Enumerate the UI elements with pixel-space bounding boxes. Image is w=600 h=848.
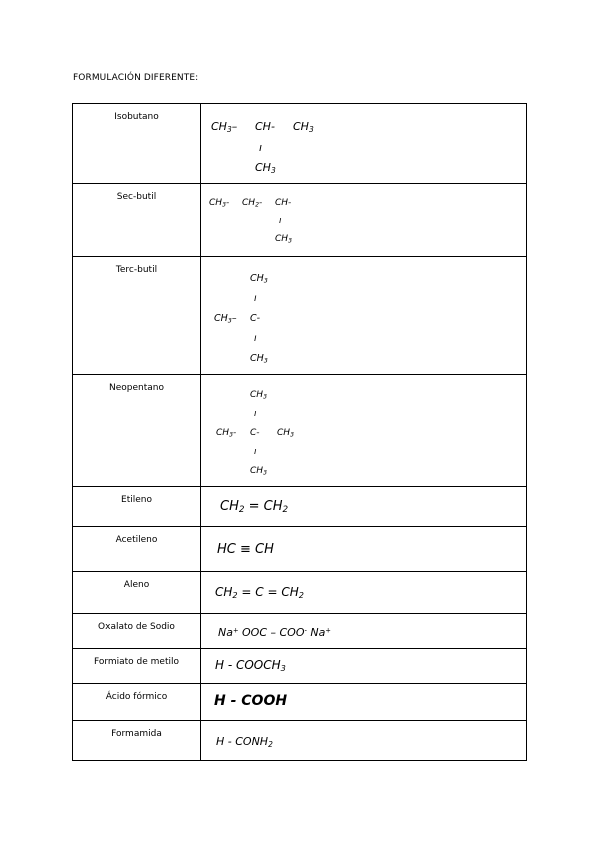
formula-text: CH: [250, 273, 264, 284]
bond-line: ı: [254, 293, 257, 304]
formula-subscript: 3: [308, 124, 314, 134]
formula-group: [211, 120, 237, 133]
formula-text: -: [232, 428, 237, 438]
formula-text: CH: [209, 198, 223, 208]
formula-subscript: 2: [282, 505, 289, 516]
formula-group: [293, 120, 314, 133]
formula-text: –: [231, 120, 238, 133]
compound-name: Sec-butil: [73, 184, 201, 257]
table-row: [73, 572, 527, 614]
compound-name: Formamida: [73, 721, 201, 761]
structural-formula: [201, 104, 527, 184]
table-row: [73, 614, 527, 649]
formula-group: [275, 234, 292, 244]
formula-subscript: 2: [298, 590, 304, 601]
formulas-table: [72, 103, 527, 761]
structural-formula: [201, 527, 527, 572]
formula-group: C-: [250, 428, 260, 438]
structural-formula: [201, 487, 527, 527]
table-row: [73, 104, 527, 184]
formula-group: [277, 428, 294, 438]
formula-group: [216, 735, 273, 748]
formula-text: =: [244, 499, 264, 514]
formula-text: CH: [216, 428, 230, 438]
compound-name: Etileno: [73, 487, 201, 527]
table-row: [73, 375, 527, 487]
table-row: [73, 487, 527, 527]
formula-text: CH: [281, 585, 299, 599]
formula-text: -: [225, 198, 230, 208]
formula-subscript: 3: [226, 124, 232, 134]
table-row: [73, 257, 527, 375]
formula-group: [215, 585, 304, 599]
formula-group: C-: [250, 313, 261, 324]
formula-text: CH: [220, 499, 239, 514]
formula-group: [218, 626, 331, 639]
table-row: [73, 721, 527, 761]
structural-formula: [201, 721, 527, 761]
formula-group: [216, 428, 236, 438]
formula-text: CH: [275, 234, 289, 244]
formula-text: CH: [250, 390, 264, 400]
compound-name: Formiato de metilo: [73, 649, 201, 684]
table-row: [73, 527, 527, 572]
formula-text: –: [231, 313, 237, 324]
formula-subscript: 3: [263, 469, 267, 477]
formula-subscript: 2: [255, 201, 259, 209]
formula-group: [255, 161, 276, 174]
formula-subscript: 3: [263, 276, 268, 285]
compound-name: Aleno: [73, 572, 201, 614]
formula-subscript: 3: [263, 356, 268, 365]
bond-line: ı: [279, 216, 282, 226]
formula-superscript: +: [325, 626, 331, 635]
formula-subscript: 3: [227, 316, 232, 325]
compound-name: Ácido fórmico: [73, 684, 201, 721]
formula-text: CH: [277, 428, 291, 438]
formula-text: H - CONH: [216, 735, 269, 748]
structural-formula: [201, 649, 527, 684]
formula-group: [215, 658, 286, 672]
structural-formula: [201, 375, 527, 487]
table-row: [73, 649, 527, 684]
formula-text: CH: [215, 585, 233, 599]
formula-subscript: 3: [290, 431, 294, 439]
formula-text: CH: [250, 353, 264, 364]
formula-subscript: 3: [263, 393, 267, 401]
formula-group: [250, 390, 267, 400]
formula-text: Na: [306, 626, 326, 639]
formula-subscript: 2: [232, 590, 238, 601]
compound-name: Neopentano: [73, 375, 201, 487]
bond-line: ı: [254, 447, 257, 457]
formula-group: [209, 198, 229, 208]
table-row: [73, 684, 527, 721]
formula-subscript: 2: [268, 739, 273, 749]
formula-text: Na: [218, 626, 233, 639]
bond-line: ı: [259, 141, 263, 154]
formula-subscript: 3: [280, 663, 286, 674]
formula-superscript: +: [232, 626, 239, 635]
formula-text: CH: [211, 120, 227, 133]
formula-subscript: 3: [270, 165, 276, 175]
formula-group: H - COOH: [214, 693, 288, 709]
compound-name: Oxalato de Sodio: [73, 614, 201, 649]
compound-name: Terc-butil: [73, 257, 201, 375]
table-row: [73, 184, 527, 257]
bond-line: ı: [254, 333, 257, 344]
formula-text: CH: [214, 313, 228, 324]
formula-subscript: 3: [229, 431, 233, 439]
formula-group: [250, 353, 268, 364]
structural-formula: [201, 257, 527, 375]
page-title: FORMULACIÓN DIFERENTE:: [73, 73, 199, 83]
structural-formula: [201, 184, 527, 257]
formula-text: CH: [293, 120, 309, 133]
formula-text: -: [258, 198, 263, 208]
formula-group: [250, 273, 268, 284]
formula-group: [250, 466, 267, 476]
formula-group: CH-: [255, 120, 275, 133]
structural-formula: [201, 684, 527, 721]
formula-group: [220, 499, 288, 514]
formula-subscript: 3: [288, 237, 292, 245]
formula-subscript: 3: [222, 201, 226, 209]
formula-text: OOC – COO: [238, 626, 305, 639]
structural-formula: [201, 572, 527, 614]
formula-group: [242, 198, 262, 208]
formula-text: CH: [255, 161, 271, 174]
formula-text: CH: [242, 198, 256, 208]
bond-line: ı: [254, 409, 257, 419]
compound-name: Acetileno: [73, 527, 201, 572]
formula-group: HC ≡ CH: [217, 542, 274, 557]
compound-name: Isobutano: [73, 104, 201, 184]
formula-group: [214, 313, 237, 324]
formula-superscript: -: [304, 626, 307, 635]
formula-text: CH: [263, 499, 283, 514]
formula-text: = C =: [237, 585, 282, 599]
formula-group: CH-: [275, 198, 292, 208]
formula-subscript: 2: [238, 505, 245, 516]
formula-text: H - COOCH: [215, 658, 281, 672]
structural-formula: [201, 614, 527, 649]
formula-text: CH: [250, 466, 264, 476]
